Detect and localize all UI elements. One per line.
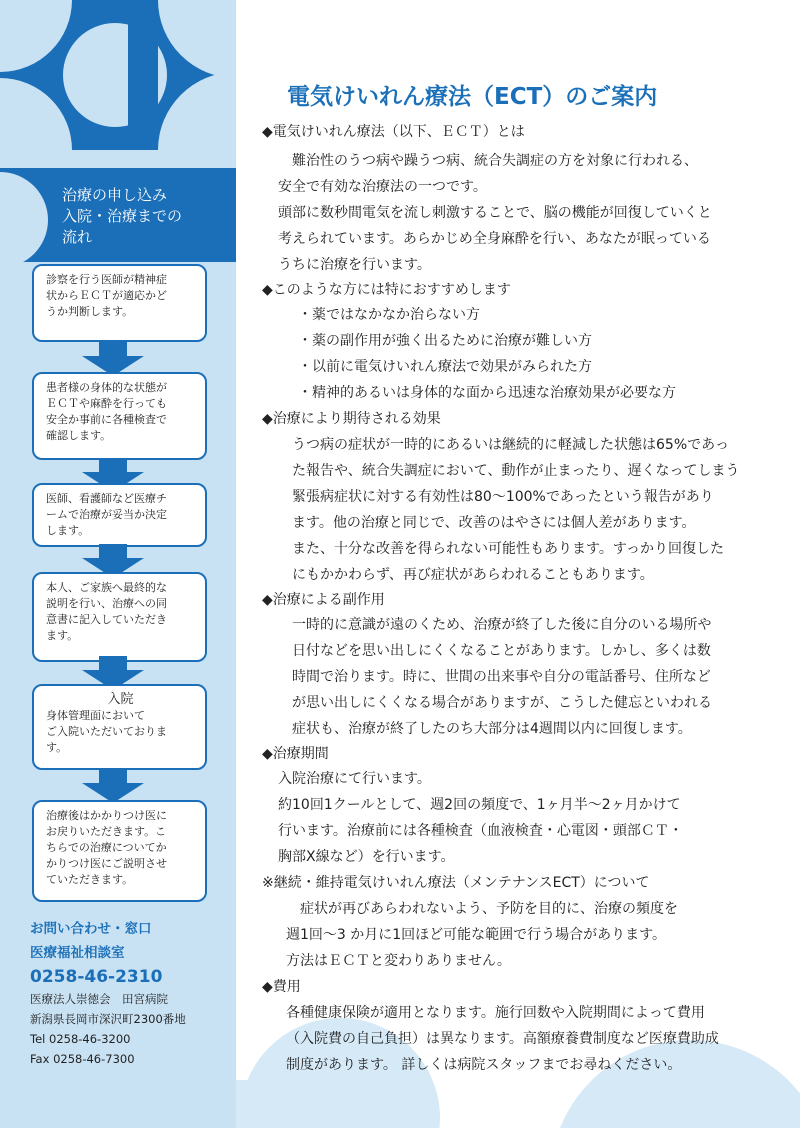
body-text: 緊張病症状に対する有効性は80〜100%であったという報告があり	[292, 489, 714, 505]
flow-heading-line: 入院・治療までの	[62, 207, 183, 225]
step-text: ＥＣＴや麻酔を行っても	[46, 397, 167, 410]
page-title: 電気けいれん療法（ECT）のご案内	[287, 84, 658, 110]
body-text: 日付などを思い出しにくくなることがあります。しかし、多くは数	[292, 643, 711, 659]
step-text: す。	[46, 741, 68, 754]
step-text: 医師、看護師など医療チ	[46, 492, 167, 505]
step-text: 確認します。	[46, 429, 112, 442]
step-text: うか判断します。	[46, 305, 134, 318]
body-text: 症状が再びあらわれないよう、予防を目的に、治療の頻度を	[300, 901, 678, 917]
flow-arrow-icon	[82, 342, 144, 376]
step-text: ていただきます。	[46, 873, 134, 886]
body-text: 各種健康保険が適用となります。施行回数や入院期間によって費用	[286, 1005, 705, 1021]
contact-department: 医療福祉相談室	[30, 945, 125, 961]
body-text: 行います。治療前には各種検査（血液検査・心電図・頭部ＣＴ・	[278, 823, 683, 839]
flow-sidebar	[0, 0, 236, 1128]
contact-fax: Fax 0258-46-7300	[30, 1052, 135, 1066]
bullet-item: ・精神的あるいは身体的な面から迅速な治療効果が必要な方	[298, 385, 676, 401]
body-text: また、十分な改善を得られない可能性もあります。すっかり回復した	[292, 541, 725, 557]
body-text: 制度があります。 詳しくは病院スタッフまでお尋ねください。	[286, 1057, 682, 1073]
body-text: 症状も、治療が終了したのち大部分は4週間以内に回復します。	[292, 721, 692, 737]
body-text: 時間で治ります。時に、世間の出来事や自分の電話番号、住所など	[292, 669, 711, 685]
section-heading: ◆治療による副作用	[262, 592, 385, 608]
step-text: 患者様の身体的な状態が	[46, 381, 167, 394]
contact-address: 新潟県長岡市深沢町2300番地	[30, 1012, 186, 1026]
flow-heading	[62, 185, 232, 248]
body-text: 週1回〜3 か月に1回ほど可能な範囲で行う場合があります。	[286, 927, 667, 943]
step-text: 身体管理面において	[46, 709, 145, 722]
step-text: ームで治療が妥当か決定	[46, 508, 167, 521]
body-text: 一時的に意識が遠のくため、治療が終了した後に自分のいる場所や	[292, 617, 712, 633]
step-text: ご入院いただいておりま	[46, 725, 167, 738]
step-text: します。	[46, 524, 90, 537]
body-text: 難治性のうつ病や躁うつ病、統合失調症の方を対象に行われる、	[292, 153, 698, 169]
bullet-item: ・以前に電気けいれん療法で効果がみられた方	[298, 359, 592, 375]
step-text: ちらでの治療についてか	[46, 841, 167, 854]
body-text: 入院治療にて行います。	[278, 771, 431, 787]
step-text: 状からＥＣＴが適応かど	[46, 289, 167, 302]
contact-organization: 医療法人崇徳会 田宮病院	[30, 992, 168, 1006]
body-text: にもかかわらず、再び症状があらわれることもあります。	[292, 567, 654, 583]
contact-tel: Tel 0258-46-3200	[30, 1032, 131, 1046]
flow-step-safety-check	[32, 372, 207, 460]
step-text: お戻りいただきます。こ	[46, 825, 167, 838]
flow-step-admission	[32, 684, 207, 770]
step-text: 安全か事前に各種検査で	[46, 413, 167, 426]
body-text: （入院費の自己負担）は異なります。高額療養費制度など医療費助成	[286, 1031, 719, 1047]
step-title: 入院	[107, 692, 134, 707]
step-text: 意書に記入していただき	[46, 613, 167, 626]
step-text: 診察を行う医師が精神症	[46, 273, 167, 286]
section-heading: ◆電気けいれん療法（以下、ＥＣＴ）とは	[262, 124, 525, 140]
flow-heading-line: 治療の申し込み	[62, 186, 168, 204]
step-text: 本人、ご家族へ最終的な	[46, 581, 167, 594]
step-text: ます。	[46, 629, 79, 642]
contact-block	[30, 917, 230, 1069]
step-text: 説明を行い、治療への同	[46, 597, 167, 610]
flow-step-team-decision	[32, 483, 207, 547]
body-text: うつ病の症状が一時的にあるいは継続的に軽減した状態は65%であっ	[292, 437, 729, 453]
step-text: 治療後はかかりつけ医に	[46, 809, 167, 822]
body-text: ます。他の治療と同じで、改善のはやさには個人差があります。	[292, 515, 696, 531]
body-text: 方法はＥＣＴと変わりありません。	[286, 953, 511, 969]
section-heading: ◆治療期間	[262, 746, 329, 762]
body-text: うちに治療を行います。	[278, 257, 431, 273]
contact-label: お問い合わせ・窓口	[30, 921, 152, 937]
bullet-item: ・薬ではなかなか治らない方	[298, 307, 480, 323]
flow-step-consent	[32, 572, 207, 662]
body-text: 胸部X線など）を行います。	[278, 849, 455, 865]
bullet-item: ・薬の副作用が強く出るために治療が難しい方	[298, 333, 592, 349]
section-heading: ◆費用	[262, 979, 301, 995]
step-text: かりつけ医にご説明させ	[46, 857, 167, 870]
section-heading: ◆治療により期待される効果	[262, 411, 441, 427]
note-heading: ※継続・維持電気けいれん療法（メンテナンスECT）について	[262, 875, 650, 891]
body-text: 考えられています。あらかじめ全身麻酔を行い、あなたが眠っている	[278, 231, 711, 247]
body-text: た報告や、統合失調症において、動作が止まったり、遅くなってしまう	[292, 463, 740, 479]
body-text: 約10回1クールとして、週2回の頻度で、1ヶ月半〜2ヶ月かけて	[278, 797, 681, 813]
section-heading: ◆このような方には特におすすめします	[262, 282, 511, 298]
flow-heading-line: 流れ	[62, 228, 93, 246]
flow-step-return-to-doctor	[32, 800, 207, 902]
body-text: が思い出しにくくなる場合がありますが、こうした健忘といわれる	[292, 695, 712, 711]
body-text: 安全で有効な治療法の一つです。	[278, 179, 487, 195]
body-text: 頭部に数秒間電気を流し刺激することで、脳の機能が回復していくと	[278, 205, 712, 221]
contact-phone: 0258-46-2310	[30, 967, 163, 987]
flow-arrow-icon	[82, 769, 144, 803]
flow-step-consultation	[32, 264, 207, 342]
